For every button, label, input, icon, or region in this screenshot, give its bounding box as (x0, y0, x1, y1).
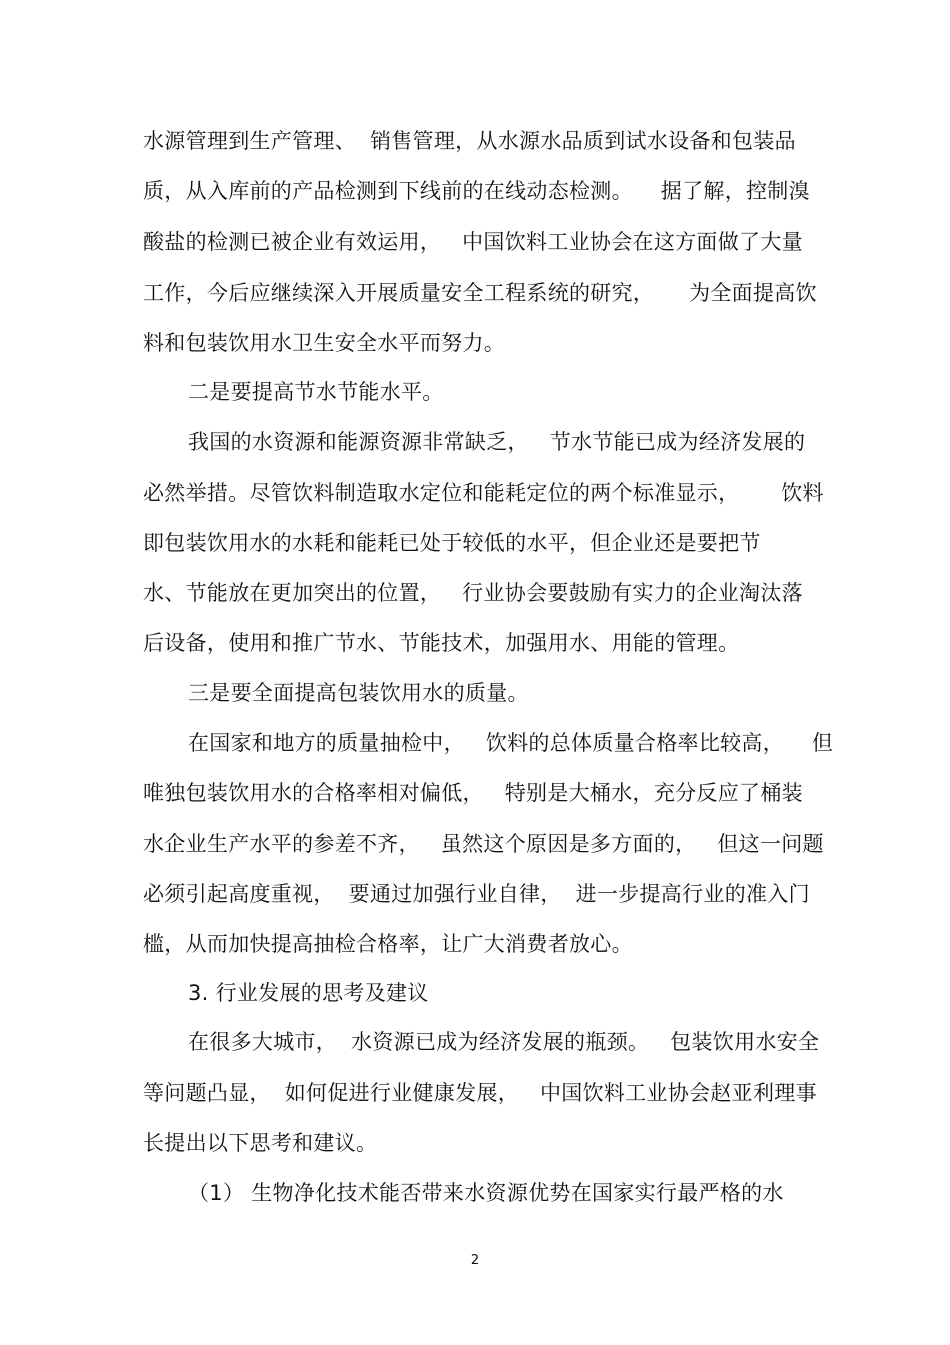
text-line: 即包装饮用水的水耗和能耗已处于较低的水平，但企业还是要把节 (143, 531, 761, 555)
text-line: 水源管理到生产管理、 销售管理，从水源水品质到试水设备和包装品 (143, 129, 796, 153)
text-line: 水企业生产水平的参差不齐， 虽然这个原因是多方面的， 但这一问题 (143, 832, 824, 856)
text-line: 在很多大城市， 水资源已成为经济发展的瓶颈。 包装饮用水安全 (188, 1030, 820, 1054)
section-heading: 二是要提高节水节能水平。 (188, 380, 444, 404)
text-line: 后设备，使用和推广节水、节能技术，加强用水、用能的管理。 (143, 631, 740, 655)
text-line: 我国的水资源和能源资源非常缺乏， 节水节能已成为经济发展的 (188, 430, 806, 454)
text-line: 等问题凸显， 如何促进行业健康发展， 中国饮料工业协会赵亚利理事 (143, 1081, 817, 1105)
text-line: 唯独包装饮用水的合格率相对偏低， 特别是大桶水，充分反应了桶装 (143, 781, 803, 805)
text-line: 料和包装饮用水卫生安全水平而努力。 (143, 331, 506, 355)
text-line: 槛，从而加快提高抽检合格率，让广大消费者放心。 (143, 932, 633, 956)
text-line: 必须引起高度重视， 要通过加强行业自律， 进一步提高行业的准入门 (143, 882, 810, 906)
text-line: 在国家和地方的质量抽检中， 饮料的总体质量合格率比较高， 但 (188, 731, 834, 755)
text-line: 水、节能放在更加突出的位置， 行业协会要鼓励有实力的企业淘汰落 (143, 581, 803, 605)
section-heading: 3. 行业发展的思考及建议 (188, 981, 429, 1005)
text-line: 必然举措。尽管饮料制造取水定位和能耗定位的两个标准显示， 饮料 (143, 481, 824, 505)
text-line: 工作，今后应继续深入开展质量安全工程系统的研究， 为全面提高饮 (143, 281, 817, 305)
text-line: （1） 生物净化技术能否带来水资源优势在国家实行最严格的水 (188, 1181, 784, 1205)
page-number: 2 (470, 1253, 480, 1268)
text-line: 酸盐的检测已被企业有效运用， 中国饮料工业协会在这方面做了大量 (143, 230, 803, 254)
text-line: 质，从入库前的产品检测到下线前的在线动态检测。 据了解，控制溴 (143, 179, 810, 203)
text-line: 长提出以下思考和建议。 (143, 1131, 378, 1155)
section-heading: 三是要全面提高包装饮用水的质量。 (188, 681, 529, 705)
